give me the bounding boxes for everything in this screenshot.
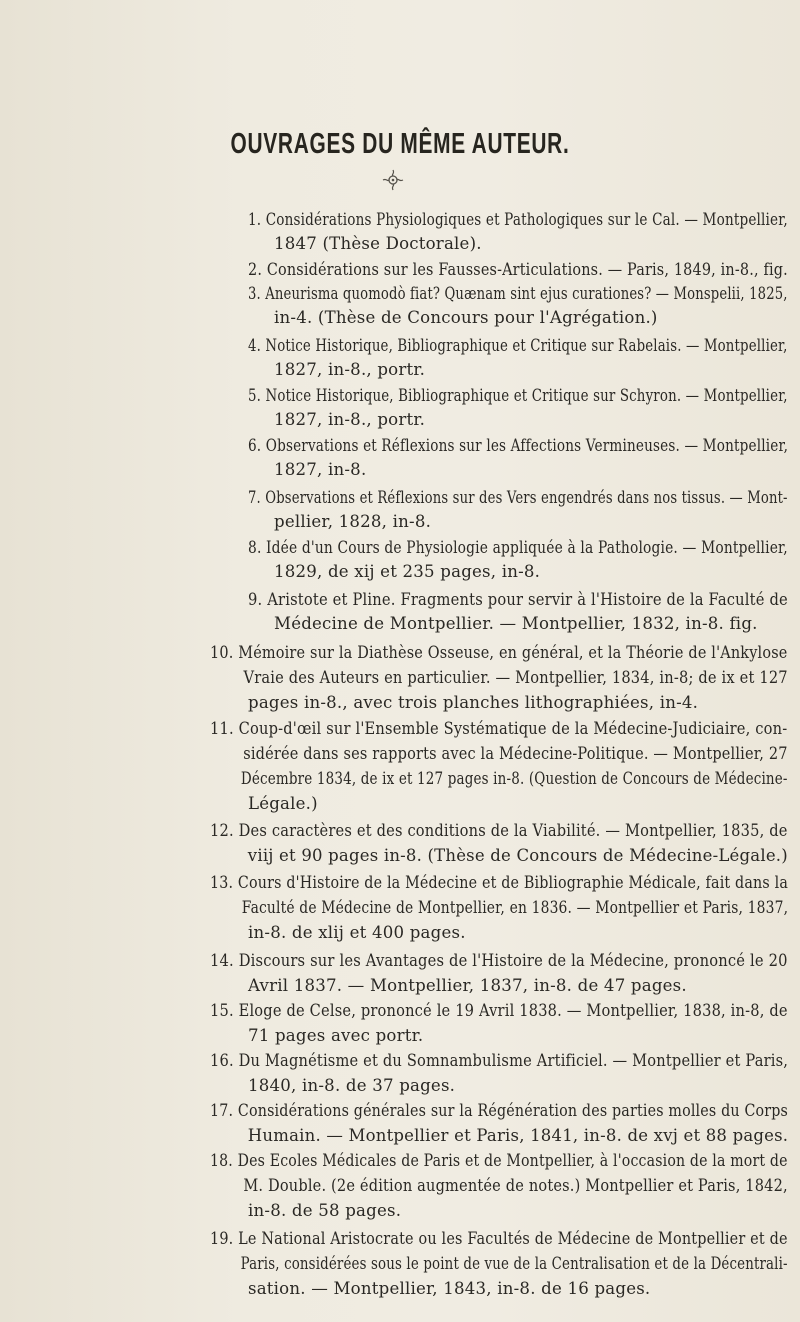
entry-first-line: 16. Du Magnétisme et du Somnambulisme Artificiel. — Montpellier et Paris, bbox=[210, 1051, 789, 1070]
entry-continuation-line: 1829, de xij et 235 pages, in-8. bbox=[274, 562, 541, 581]
entry-continuation-line: M. Double. (2e édition augmentée de notes.) Montpellier et Paris, 1842, bbox=[243, 1176, 788, 1195]
entry-first-line: 10. Mémoire sur la Diathèse Osseuse, en général, et la Théorie de l'Ankylose bbox=[210, 643, 788, 662]
entry-first-line: 7. Observations et Réflexions sur des Vers engendrés dans nos tissus. — Mont- bbox=[248, 488, 788, 507]
entry-continuation-line: sidérée dans ses rapports avec la Médecine-Politique. — Montpellier, 27 bbox=[243, 744, 788, 763]
list-item bbox=[248, 282, 788, 330]
entry-first-line: 13. Cours d'Histoire de la Médecine et de Bibliographie Médicale, fait dans la bbox=[210, 873, 789, 892]
list-item bbox=[210, 1148, 788, 1223]
entry-first-line: 4. Notice Historique, Bibliographique et Critique sur Rabelais. — Montpellier, bbox=[248, 336, 788, 355]
entry-continuation-line: in-4. (Thèse de Concours pour l'Agrégation.) bbox=[274, 308, 658, 327]
entry-continuation-line: in-8. de xlij et 400 pages. bbox=[248, 923, 466, 942]
list-item bbox=[248, 208, 788, 256]
list-item bbox=[248, 258, 788, 282]
entry-first-line: 1. Considérations Physiologiques et Pathologiques sur le Cal. — Montpellier, bbox=[248, 210, 788, 229]
list-item bbox=[210, 870, 788, 945]
entry-continuation-line: Avril 1837. — Montpellier, 1837, in-8. de 47 pages. bbox=[248, 976, 687, 995]
entry-continuation-line: 1827, in-8. bbox=[274, 460, 367, 479]
list-item bbox=[210, 818, 788, 868]
list-item bbox=[210, 998, 788, 1048]
entry-continuation-line: pages in-8., avec trois planches lithographiées, in-4. bbox=[248, 693, 699, 712]
entry-first-line: 19. Le National Aristocrate ou les Facultés de Médecine de Montpellier et de bbox=[210, 1229, 788, 1248]
list-item bbox=[248, 434, 788, 482]
page-title: OUVRAGES DU MÊME AUTEUR. bbox=[230, 128, 570, 160]
entry-first-line: 12. Des caractères et des conditions de la Viabilité. — Montpellier, 1835, de bbox=[210, 821, 788, 840]
entry-first-line: 5. Notice Historique, Bibliographique et Critique sur Schyron. — Montpellier, bbox=[248, 386, 788, 405]
list-item bbox=[210, 640, 788, 715]
entry-first-line: 11. Coup-d'œil sur l'Ensemble Systématique de la Médecine-Judiciaire, con- bbox=[210, 719, 788, 738]
entry-first-line: 17. Considérations générales sur la Régénération des parties molles du Corps bbox=[210, 1101, 789, 1120]
list-item bbox=[248, 334, 788, 382]
entry-continuation-line: Humain. — Montpellier et Paris, 1841, in-8. de xvj et 88 pages. bbox=[247, 1126, 789, 1145]
entry-continuation-line: 1827, in-8., portr. bbox=[274, 410, 426, 429]
list-item bbox=[248, 384, 788, 432]
list-item bbox=[248, 486, 788, 534]
fleuron-ornament-icon bbox=[381, 168, 405, 192]
entry-continuation-line: Décembre 1834, de ix et 127 pages in-8. (Question de Concours de Médecine- bbox=[240, 769, 788, 788]
list-item bbox=[248, 536, 788, 584]
entry-first-line: 9. Aristote et Pline. Fragments pour servir à l'Histoire de la Faculté de bbox=[248, 590, 788, 609]
list-item bbox=[210, 1048, 788, 1098]
entry-continuation-line: sation. — Montpellier, 1843, in-8. de 16 pages. bbox=[248, 1279, 651, 1298]
entry-first-line: 6. Observations et Réflexions sur les Affections Vermineuses. — Montpellier, bbox=[248, 436, 789, 455]
entry-continuation-line: 71 pages avec portr. bbox=[248, 1026, 424, 1045]
list-item bbox=[210, 716, 788, 816]
list-item bbox=[210, 1226, 788, 1301]
entry-continuation-line: Paris, considérées sous le point de vue de la Centralisation et de la Décentrali- bbox=[240, 1254, 788, 1273]
entry-continuation-line: viij et 90 pages in-8. (Thèse de Concours de Médecine-Légale.) bbox=[247, 846, 788, 865]
entry-first-line: 8. Idée d'un Cours de Physiologie appliquée à la Pathologie. — Montpellier, bbox=[248, 538, 788, 557]
entry-first-line: 18. Des Ecoles Médicales de Paris et de Montpellier, à l'occasion de la mort de bbox=[210, 1151, 788, 1170]
entry-first-line: 2. Considérations sur les Fausses-Articulations. — Paris, 1849, in-8., fig. bbox=[248, 260, 788, 279]
entry-first-line: 3. Aneurisma quomodò fiat? Quænam sint ejus curationes? — Monspelii, 1825, bbox=[248, 284, 788, 303]
entry-continuation-line: Faculté de Médecine de Montpellier, en 1836. — Montpellier et Paris, 1837, bbox=[241, 898, 789, 917]
entry-continuation-line: in-8. de 58 pages. bbox=[248, 1201, 402, 1220]
entry-continuation-line: 1840, in-8. de 37 pages. bbox=[248, 1076, 456, 1095]
list-item bbox=[210, 948, 788, 998]
list-item bbox=[210, 1098, 788, 1148]
entry-continuation-line: 1847 (Thèse Doctorale). bbox=[274, 234, 482, 253]
entry-first-line: 15. Eloge de Celse, prononcé le 19 Avril 1838. — Montpellier, 1838, in-8, de bbox=[210, 1001, 788, 1020]
entry-continuation-line: Médecine de Montpellier. — Montpellier, 1832, in-8. fig. bbox=[274, 614, 758, 633]
entry-continuation-line: Légale.) bbox=[248, 794, 318, 813]
entry-continuation-line: Vraie des Auteurs en particulier. — Montpellier, 1834, in-8; de ix et 127 bbox=[243, 668, 788, 687]
entry-continuation-line: 1827, in-8., portr. bbox=[274, 360, 426, 379]
entry-first-line: 14. Discours sur les Avantages de l'Histoire de la Médecine, prononcé le 20 bbox=[210, 951, 788, 970]
entry-continuation-line: pellier, 1828, in-8. bbox=[274, 512, 432, 531]
list-item bbox=[248, 588, 788, 636]
